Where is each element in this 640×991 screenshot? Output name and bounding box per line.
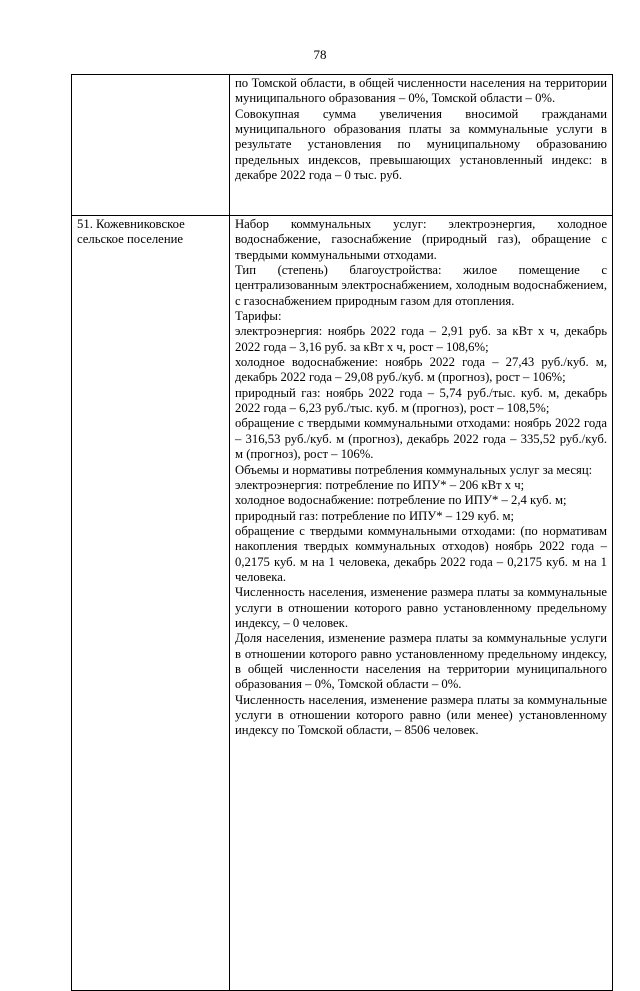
table-row (72, 216, 613, 991)
paragraph: Набор коммунальных услуг: электроэнергия, холодное водоснабжение, газоснабжение (природный газ), обращение с твердыми коммунальными отходами. (235, 217, 607, 262)
paragraph: Численность населения, изменение размера платы за коммунальные услуги в отношении которого равно установленному предельному индексу, – 0 человек. (235, 585, 607, 630)
paragraph: холодное водоснабжение: потребление по ИПУ* – 2,4 куб. м; (235, 493, 567, 508)
paragraph: Доля населения, изменение размера платы за коммунальные услуги в отношении которого равно установленному предельному индексу, в общей численности населения на территории муниципального образования – 0%, Томской области – 0%. (235, 631, 607, 692)
table-cell-label (72, 75, 230, 216)
page-number: 78 (313, 47, 327, 62)
table-row (72, 75, 613, 216)
paragraph: по Томской области, в общей численности населения на территории муниципального образования – 0%, Томской области – 0%. (235, 76, 607, 106)
paragraph: обращение с твердыми коммунальными отходами: (по нормативам накопления твердых коммунальных отходов) ноябрь 2022 года – 0,2175 куб. м на 1 человека, декабрь 2022 года – 0,2175 куб. м на 1 человека. (235, 523, 607, 584)
paragraph: природный газ: ноябрь 2022 года – 5,74 руб./тыс. куб. м, декабрь 2022 года – 6,23 руб./тыс. куб. м (прогноз), рост – 108,5%; (235, 385, 607, 416)
paragraph: Объемы и нормативы потребления коммунальных услуг за месяц: (235, 462, 593, 477)
paragraph: Численность населения, изменение размера платы за коммунальные услуги в отношении которого равно (или менее) установленному индексу по Томской области, – 8506 человек. (235, 692, 607, 738)
table-cell-content (230, 75, 613, 216)
table-cell-content (230, 216, 613, 991)
paragraph: Тип (степень) благоустройства: жилое помещение с централизованным электроснабжением, холодным водоснабжением, с газоснабжением природным газом для отопления. (235, 263, 607, 308)
paragraph: электроэнергия: потребление по ИПУ* – 206 кВт х ч; (235, 477, 525, 492)
paragraph: Тарифы: (235, 309, 282, 324)
paragraph: природный газ: потребление по ИПУ* – 129 куб. м; (235, 508, 515, 523)
paragraph: холодное водоснабжение: ноябрь 2022 года – 27,43 руб./куб. м, декабрь 2022 года – 29,08 руб./куб. м (прогноз), рост – 106%; (235, 355, 607, 385)
table-cell-label: 51. Кожевниковское сельское поселение (72, 216, 230, 991)
paragraph: обращение с твердыми коммунальными отходами: ноябрь 2022 года – 316,53 руб./куб. м (прогноз), декабрь 2022 года – 335,52 руб./куб. м (прогноз), рост – 106%. (235, 416, 607, 462)
paragraph: электроэнергия: ноябрь 2022 года – 2,91 руб. за кВт х ч, декабрь 2022 года – 3,16 руб. за кВт х ч, рост – 108,6%; (235, 324, 607, 354)
content-table (71, 74, 613, 991)
paragraph: Совокупная сумма увеличения вносимой гражданами муниципального образования платы за коммунальные услуги в результате установления по муниципальному образованию предельных индексов, превышающих установленный индекс: в декабре 2022 года – 0 тыс. руб. (235, 106, 607, 183)
